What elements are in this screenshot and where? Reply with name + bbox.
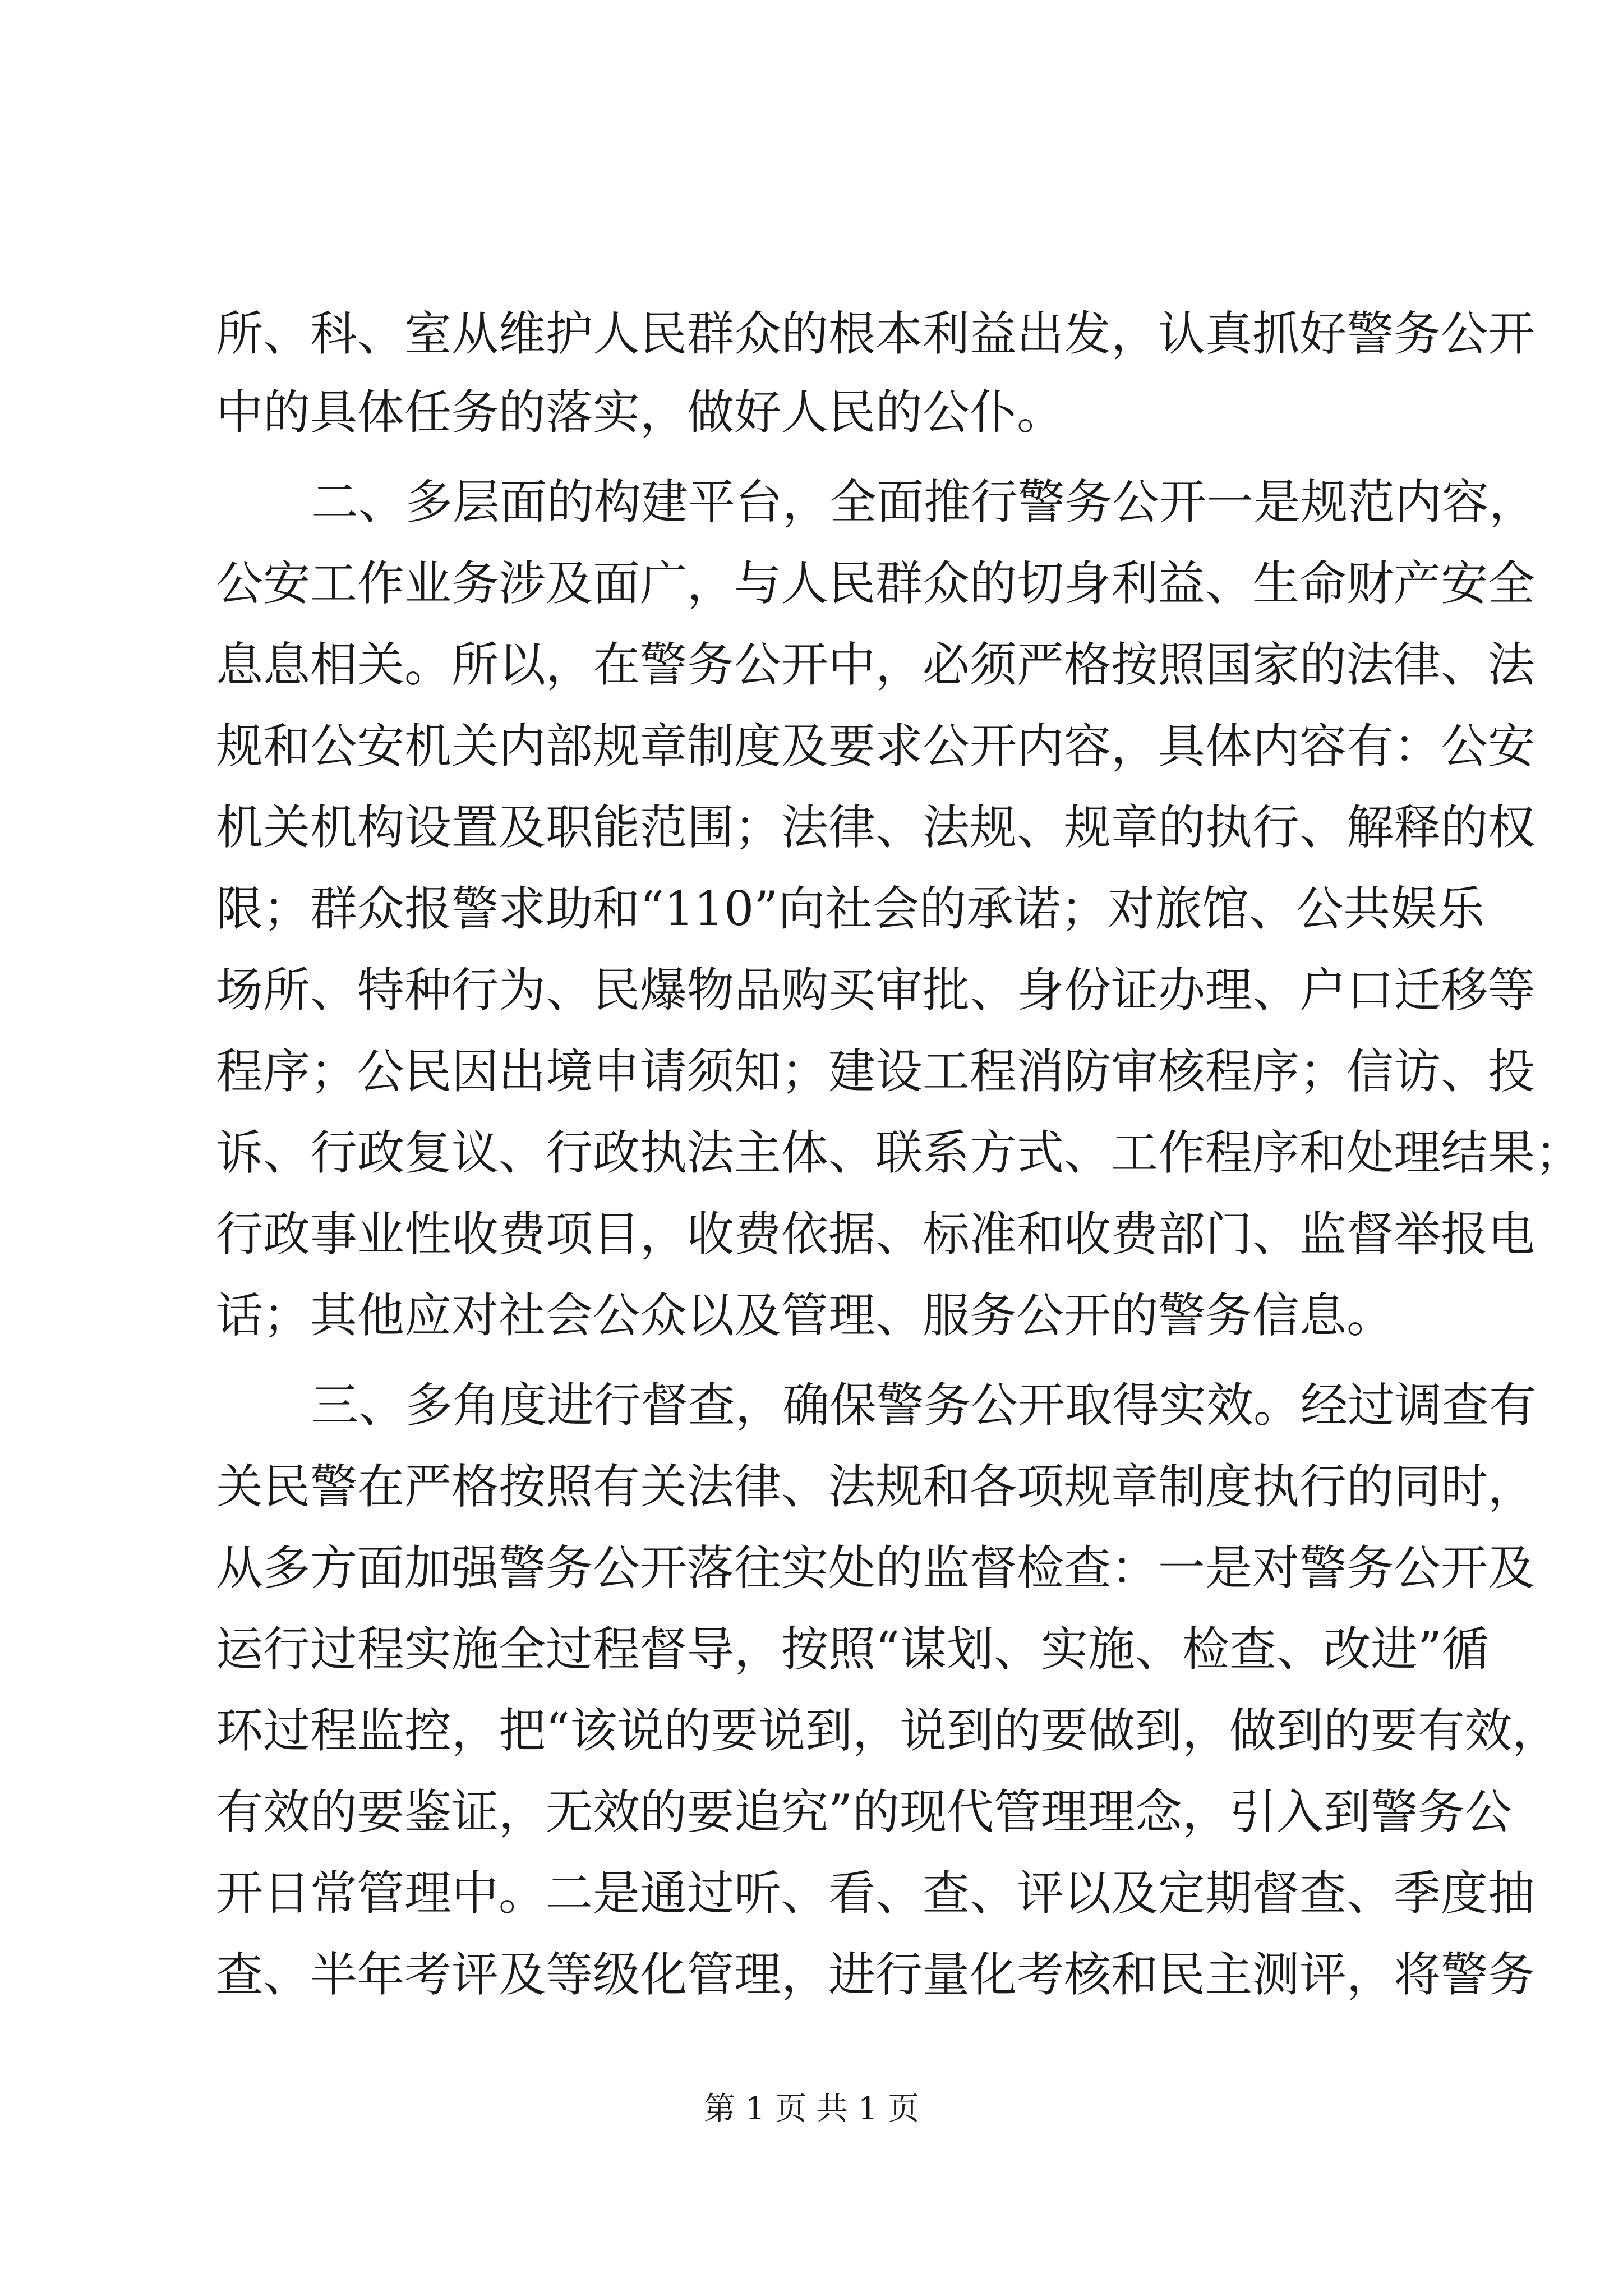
page-footer: 第 1 页 共 1 页 bbox=[703, 2091, 920, 2127]
body-text-line: 关民警在严格按照有关法律、法规和各项规章制度执行的同时， bbox=[216, 1459, 1536, 1514]
body-text-line: 查、半年考评及等级化管理，进行量化考核和民主测评，将警务 bbox=[216, 1947, 1536, 2002]
body-text-line: 诉、行政复议、行政执法主体、联系方式、工作程序和处理结果； bbox=[216, 1125, 1583, 1180]
body-text-line: 中的具体任务的落实，做好人民的公仆。 bbox=[216, 385, 1064, 440]
body-text-line: 行政事业性收费项目，收费依据、标准和收费部门、监督举报电 bbox=[216, 1207, 1536, 1262]
body-text-line: 规和公安机关内部规章制度及要求公开内容，具体内容有：公安 bbox=[216, 719, 1536, 774]
body-text-line: 有效的要鉴证，无效的要追究”的现代管理理念，引入到警务公 bbox=[216, 1784, 1512, 1839]
paragraph-heading-line: 二、多层面的构建平台，全面推行警务公开一是规范内容， bbox=[311, 475, 1537, 530]
body-text-line: 限；群众报警求助和“110”向社会的承诺；对旅馆、公共娱乐 bbox=[216, 881, 1485, 936]
body-text-line: 开日常管理中。二是通过听、看、查、评以及定期督查、季度抽 bbox=[216, 1866, 1536, 1921]
body-text-line: 机关机构设置及职能范围；法律、法规、规章的执行、解释的权 bbox=[216, 800, 1536, 855]
body-text-line: 运行过程实施全过程督导，按照“谋划、实施、检查、改进”循 bbox=[216, 1622, 1489, 1677]
body-text-line: 所、科、室从维护人民群众的根本利益出发，认真抓好警务公开 bbox=[216, 306, 1536, 361]
body-text-line: 话；其他应对社会公众以及管理、服务公开的警务信息。 bbox=[216, 1288, 1394, 1343]
body-text-line: 息息相关。所以，在警务公开中，必须严格按照国家的法律、法 bbox=[216, 637, 1536, 692]
body-text-line: 场所、特种行为、民爆物品购买审批、身份证办理、户口迁移等 bbox=[216, 963, 1536, 1018]
body-text-line: 环过程监控，把“该说的要说到，说到的要做到，做到的要有效， bbox=[216, 1703, 1559, 1758]
body-text-line: 公安工作业务涉及面广，与人民群众的切身利益、生命财产安全 bbox=[216, 556, 1536, 611]
paragraph-heading-line: 三、多角度进行督查，确保警务公开取得实效。经过调查有 bbox=[311, 1378, 1537, 1433]
body-text-line: 程序；公民因出境申请须知；建设工程消防审核程序；信访、投 bbox=[216, 1044, 1536, 1099]
body-text-line: 从多方面加强警务公开落往实处的监督检查：一是对警务公开及 bbox=[216, 1540, 1536, 1595]
